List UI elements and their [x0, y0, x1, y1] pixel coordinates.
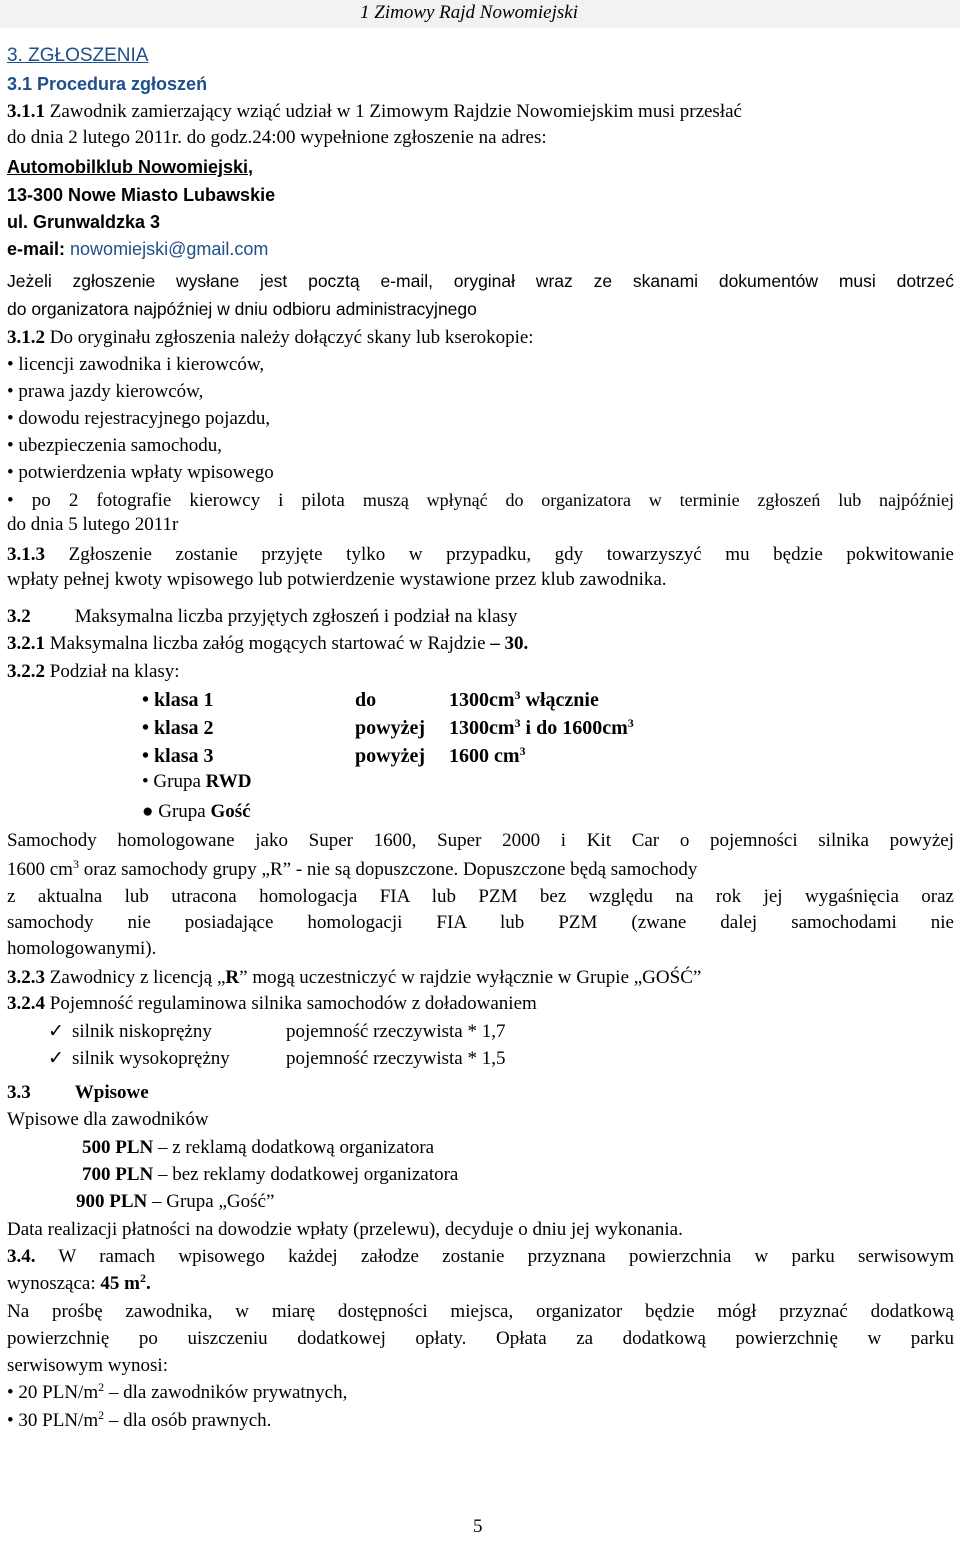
- section-3-3-heading: 3.3 Wpisowe: [7, 1082, 149, 1103]
- class-name-text: klasa 1: [154, 689, 214, 711]
- document-list-item: • ubezpieczenia samochodu,: [7, 435, 223, 456]
- check-icon: ✓: [48, 1021, 64, 1042]
- paragraph-3-1-2: 3.1.2 Do oryginału zgłoszenia należy dołączyć skany lub kserokopie:: [7, 327, 534, 348]
- class-name: • klasa 3: [142, 745, 214, 767]
- rate-desc: – dla osób prawnych.: [104, 1410, 272, 1431]
- email-note-line2: do organizatora najpóźniej w dniu odbioru administracyjnego: [7, 299, 477, 319]
- section-3-2-heading: 3.2 Maksymalna liczba przyjętych zgłoszeń i podział na klasy: [7, 606, 518, 627]
- section-3-1-heading: 3.1 Procedura zgłoszeń: [7, 74, 208, 94]
- rate-item: • 20 PLN/$m^2$ – dla zawodników prywatnych,: [7, 1380, 348, 1403]
- document-list-item: • potwierdzenia wpłaty wpisowego: [7, 462, 274, 483]
- photo-item: • po 2 fotografie kierowcy i pilota muszą wpłynąć do organizatora w terminie zgłoszeń lub najpóźniej: [7, 490, 954, 511]
- photo-item-cont: do dnia 5 lutego 2011r: [7, 514, 179, 535]
- engine-item: [48, 1021, 212, 1043]
- document-list-item: • licencji zawodnika i kierowców,: [7, 354, 265, 375]
- class-name-text: klasa 2: [154, 717, 214, 739]
- engine-type: silnik niskoprężny: [72, 1021, 212, 1042]
- address-email: e-mail: nowomiejski@gmail.com: [7, 239, 269, 259]
- homologation-line3: z aktualna lub utracona homologacja FIA lub PZM bez względu na rok jej wygaśnięcia oraz: [7, 886, 954, 907]
- rate-desc: – dla zawodników prywatnych,: [104, 1382, 348, 1403]
- engine-formula: pojemność rzeczywista * 1,7: [286, 1021, 506, 1042]
- header-title: 1 Zimowy Rajd Nowomiejski: [360, 2, 578, 23]
- class-range-sup2: 3: [627, 716, 634, 730]
- homologation-line2: 1600 $cm^3$ oraz samochody grupy „R” - nie są dopuszczone. Dopuszczone będą samochody: [7, 857, 698, 880]
- address-city: 13-300 Nowe Miasto Lubawskie: [7, 185, 276, 205]
- homologation-line5: homologowanymi).: [7, 938, 157, 959]
- rate-price: 20 PLN/m: [18, 1382, 99, 1403]
- paragraph-3-1-3: 3.1.3 Zgłoszenie zostanie przyjęte tylko w przypadku, gdy towarzyszyć mu będzie pokwitowanie: [7, 544, 954, 565]
- section-3-heading: 3. ZGŁOSZENIA: [7, 45, 149, 66]
- extra-space-line1: Na prośbę zawodnika, w miarę dostępności miejsca, organizator będzie mógł przyznać dodatkową: [7, 1301, 954, 1322]
- class-range-tail: i do 1600cm: [520, 717, 628, 739]
- extra-space-line3: serwisowym wynosi:: [7, 1355, 168, 1376]
- class-range-sup: 3: [519, 744, 526, 758]
- paragraph-3-2-3: 3.2.3 Zawodnicy z licencją „R” mogą uczestniczyć w rajdzie wyłącznie w Grupie „GOŚĆ”: [7, 967, 702, 988]
- rate-price: 30 PLN/m: [18, 1410, 99, 1431]
- document-list-item-text: potwierdzenia wpłaty wpisowego: [18, 462, 274, 483]
- fee-desc: – Grupa „Gość”: [147, 1191, 275, 1212]
- paragraph-3-2-1: 3.2.1 Maksymalna liczba załóg mogących startować w Rajdzie – 30.: [7, 633, 529, 654]
- class-name: • klasa 2: [142, 717, 214, 739]
- fee-item: [82, 1137, 434, 1159]
- rate-sup: 2: [98, 1408, 105, 1422]
- document-list-item: • dowodu rejestracyjnego pojazdu,: [7, 408, 271, 429]
- class-relation: powyżej: [355, 745, 425, 767]
- class-range: [449, 744, 526, 768]
- paragraph-3-1-1: 3.1.1 Zawodnik zamierzający wziąć udział w 1 Zimowym Rajdzie Nowomiejskim musi przesłać: [7, 101, 742, 122]
- document-list-item-text: prawa jazdy kierowców,: [18, 381, 204, 402]
- rate-sup: 2: [98, 1380, 105, 1394]
- group-rwd: • Grupa RWD: [142, 771, 252, 792]
- group-gosc: ● Grupa Gość: [142, 801, 251, 822]
- class-relation: do: [355, 689, 377, 711]
- email-link[interactable]: nowomiejski@gmail.com: [70, 239, 269, 259]
- class-range-value: 1300cm: [449, 717, 515, 739]
- fee-desc: – z reklamą dodatkową organizatora: [153, 1137, 435, 1158]
- homologation-line4: samochody nie posiadające homologacji FIA lub PZM (zwane dalej samochodami nie: [7, 912, 954, 933]
- extra-space-line2: powierzchnię po uiszczeniu dodatkowej opłaty. Opłata za dodatkową powierzchnię w parku: [7, 1328, 954, 1349]
- document-list-item-text: dowodu rejestracyjnego pojazdu,: [18, 408, 271, 429]
- class-name: • klasa 1: [142, 689, 214, 711]
- engine-type: silnik wysokoprężny: [72, 1048, 230, 1069]
- page-number: 5: [473, 1516, 483, 1537]
- address-street: ul. Grunwaldzka 3: [7, 212, 161, 232]
- paragraph-3-2-2: 3.2.2 Podział na klasy:: [7, 661, 180, 682]
- document-list-item: • prawa jazdy kierowców,: [7, 381, 204, 402]
- class-range-value: 1300cm: [449, 689, 515, 711]
- engine-item: [48, 1048, 230, 1070]
- class-relation: powyżej: [355, 717, 425, 739]
- paragraph-3-1-1-cont: do dnia 2 lutego 2011r. do godz.24:00 wypełnione zgłoszenie na adres:: [7, 127, 547, 148]
- class-range-tail: włącznie: [520, 689, 599, 711]
- payment-note: Data realizacji płatności na dowodzie wpłaty (przelewu), decyduje o dniu jej wykonania.: [7, 1219, 683, 1240]
- fee-amount: 700 PLN: [82, 1164, 154, 1185]
- class-range-sup: 3: [514, 688, 521, 702]
- paragraph-3-4: 3.4. W ramach wpisowego każdej załodze zostanie przyznana powierzchnia w parku serwisowym: [7, 1246, 954, 1267]
- fee-amount: 900 PLN: [76, 1191, 148, 1212]
- paragraph-3-1-3-cont: wpłaty pełnej kwoty wpisowego lub potwierdzenie wystawione przez klub zawodnika.: [7, 569, 667, 590]
- address-organization: Automobilklub Nowomiejski,: [7, 157, 254, 177]
- homologation-line1: Samochody homologowane jako Super 1600, Super 2000 i Kit Car o pojemności silnika powyżej: [7, 830, 954, 851]
- email-note-line1: Jeżeli zgłoszenie wysłane jest pocztą e-mail, oryginał wraz ze skanami dokumentów musi dotrzeć: [7, 271, 954, 291]
- check-icon: ✓: [48, 1048, 64, 1069]
- page-header: [0, 0, 960, 28]
- fee-item: [76, 1191, 274, 1213]
- engine-formula: pojemność rzeczywista * 1,5: [286, 1048, 506, 1069]
- paragraph-3-2-4: 3.2.4 Pojemność regulaminowa silnika samochodów z doładowaniem: [7, 993, 537, 1014]
- fee-desc: – bez reklamy dodatkowej organizatora: [153, 1164, 459, 1185]
- entry-fee-intro: Wpisowe dla zawodników: [7, 1109, 209, 1130]
- rate-item: • 30 PLN/$m^2$ – dla osób prawnych.: [7, 1408, 272, 1431]
- class-range: [449, 688, 599, 712]
- class-range-sup: 3: [514, 716, 521, 730]
- class-name-text: klasa 3: [154, 745, 214, 767]
- document-list-item-text: licencji zawodnika i kierowców,: [18, 354, 265, 375]
- class-range: [449, 716, 634, 740]
- fee-amount: 500 PLN: [82, 1137, 154, 1158]
- paragraph-3-4-cont: wynosząca: 45 $m^2$.: [7, 1271, 151, 1294]
- class-range-value: 1600 cm: [449, 745, 520, 767]
- fee-item: [82, 1164, 458, 1186]
- document-list-item-text: ubezpieczenia samochodu,: [18, 435, 223, 456]
